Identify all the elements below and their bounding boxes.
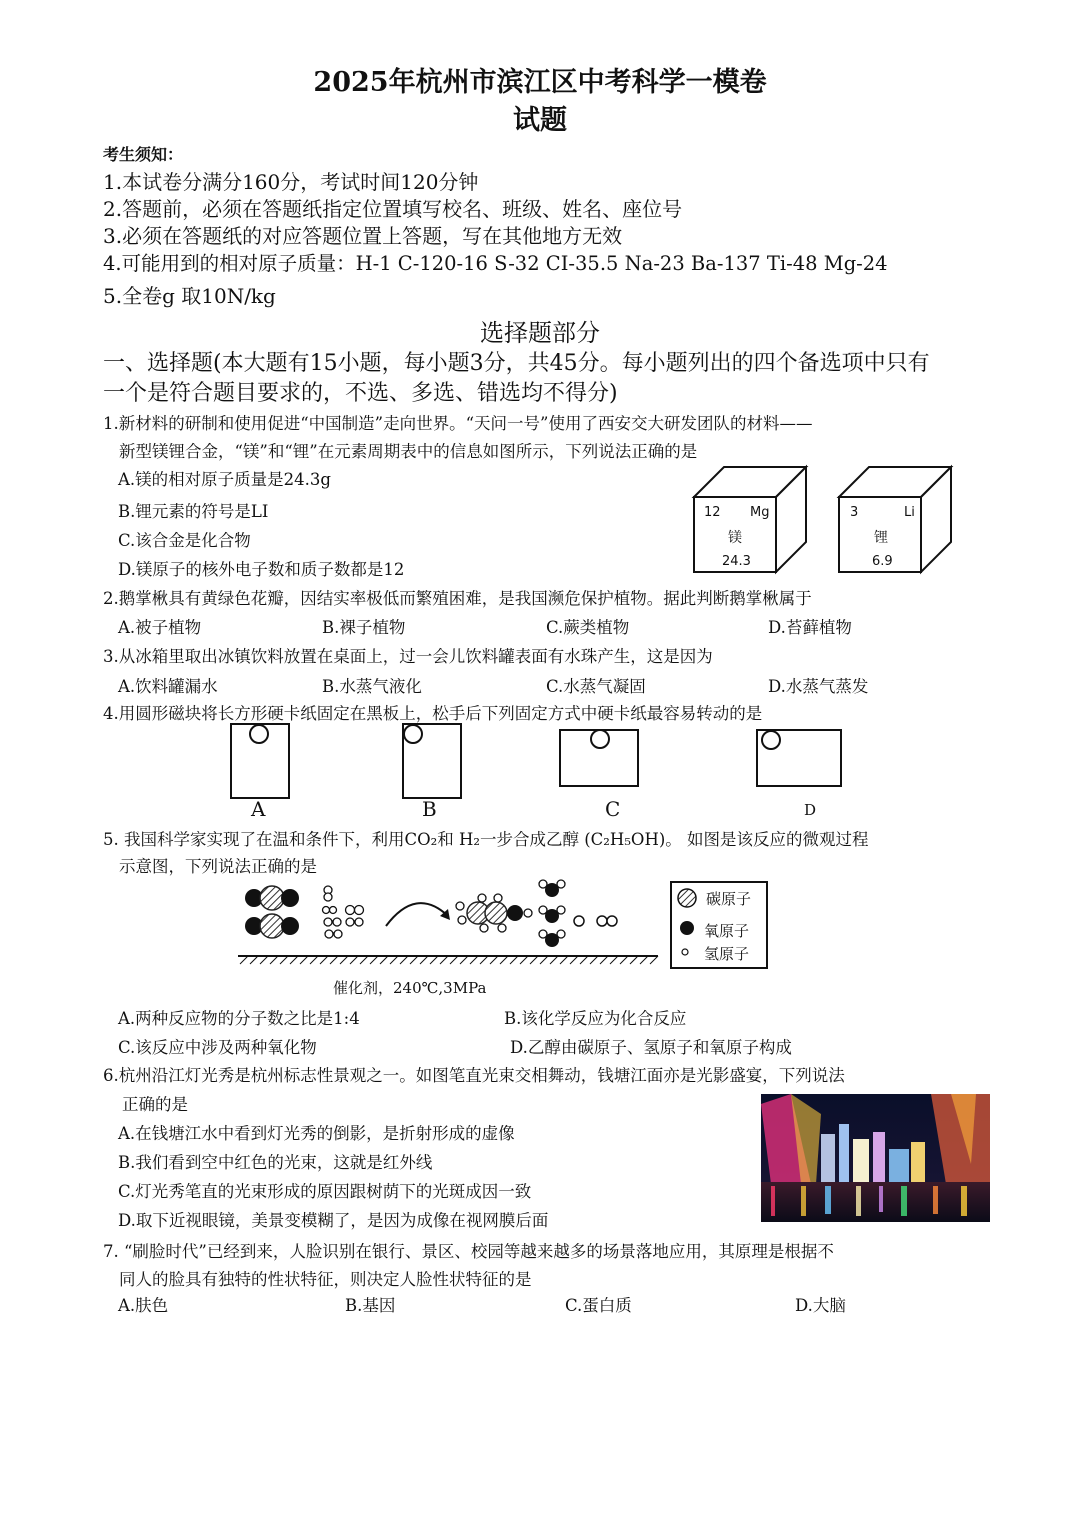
option-b: B.锂元素的符号是LI <box>118 502 269 521</box>
option-d: D.取下近视眼镜，美景变模糊了，是因为成像在视网膜后面 <box>118 1211 549 1230</box>
option-a: A.镁的相对原子质量是24.3g <box>118 470 331 489</box>
notice-item: 5.全卷g 取10N/kg <box>103 284 276 308</box>
option-b: B.水蒸气液化 <box>322 677 422 696</box>
option-b: B.该化学反应为化合反应 <box>504 1009 687 1028</box>
option-c: C.灯光秀笔直的光束形成的原因跟树荫下的光斑成因一致 <box>118 1182 532 1201</box>
notice-heading: 考生须知： <box>103 145 184 164</box>
option-b: B.基因 <box>345 1296 396 1315</box>
legend-hydrogen: 氢原子 <box>704 945 750 963</box>
option-c: C.蕨类植物 <box>546 618 630 637</box>
mg-symbol: Mg <box>750 505 770 520</box>
option-c: C.该反应中涉及两种氧化物 <box>118 1038 317 1057</box>
question-stem: 示意图，下列说法正确的是 <box>119 857 317 876</box>
legend-oxygen: 氧原子 <box>704 922 750 940</box>
question-stem: 6.杭州沿江灯光秀是杭州标志性景观之一。如图笔直光束交相舞动，钱塘江面亦是光影盛宴，下列说法 <box>103 1066 845 1085</box>
section-title: 选择题部分 <box>480 319 600 347</box>
card-option-c-figure <box>556 728 642 790</box>
notice-item: 1.本试卷分满分160分，考试时间120分钟 <box>103 170 479 194</box>
li-atomic-mass: 6.9 <box>872 554 893 569</box>
li-name: 锂 <box>874 530 888 546</box>
card-option-b-figure <box>397 722 467 802</box>
card-label-c: C <box>605 797 621 821</box>
option-a: A.在钱塘江水中看到灯光秀的倒影，是折射形成的虚像 <box>118 1124 515 1143</box>
option-a: A.被子植物 <box>118 618 202 637</box>
light-show-photo <box>761 1094 990 1222</box>
option-a: A.饮料罐漏水 <box>118 677 218 696</box>
option-c: C.水蒸气凝固 <box>546 677 646 696</box>
option-d: D.水蒸气蒸发 <box>768 677 869 696</box>
option-c: C.蛋白质 <box>565 1296 632 1315</box>
option-a: A.两种反应物的分子数之比是1:4 <box>118 1009 360 1028</box>
question-stem: 5. 我国科学家实现了在温和条件下，利用CO₂和 H₂一步合成乙醇 (C₂H₅OH)。 如图是该反应的微观过程 <box>103 830 869 849</box>
mg-atomic-number: 12 <box>704 505 721 520</box>
card-label-d: D <box>804 801 817 819</box>
question-stem: 3.从冰箱里取出冰镇饮料放置在桌面上，过一会儿饮料罐表面有水珠产生，这是因为 <box>103 647 713 666</box>
question-stem: 2.鹅掌楸具有黄绿色花瓣，因结实率极低而繁殖困难，是我国濒危保护植物。据此判断鹅掌楸属于 <box>103 589 812 608</box>
question-stem: 4.用圆形磁块将长方形硬卡纸固定在黑板上，松手后下列固定方式中硬卡纸最容易转动的是 <box>103 704 763 723</box>
page-title: 2025年杭州市滨江区中考科学一模卷 <box>313 67 767 98</box>
notice-item: 2.答题前，必须在答题纸指定位置填写校名、班级、姓名、座位号 <box>103 197 683 221</box>
question-stem: 1.新材料的研制和使用促进“中国制造”走向世界。“天问一号”使用了西安交大研发团队的材料—— <box>103 414 813 433</box>
mg-name: 镁 <box>728 530 742 546</box>
notice-item: 3.必须在答题纸的对应答题位置上答题，写在其他地方无效 <box>103 224 623 248</box>
section-intro: 一、选择题(本大题有15小题，每小题3分，共45分。每小题列出的四个备选项中只有 <box>103 351 930 376</box>
section-intro: 一个是符合题目要求的，不选、多选、错选均不得分) <box>103 381 618 406</box>
card-label-b: B <box>422 797 437 821</box>
option-d: D.乙醇由碳原子、氢原子和氧原子构成 <box>510 1038 792 1057</box>
legend-carbon: 碳原子 <box>706 890 752 908</box>
option-c: C.该合金是化合物 <box>118 531 251 550</box>
card-option-d-figure <box>753 728 845 790</box>
option-a: A.肤色 <box>118 1296 169 1315</box>
option-b: B.裸子植物 <box>322 618 406 637</box>
card-option-a-figure <box>225 722 295 802</box>
legend-symbols <box>676 887 700 959</box>
notice-item: 4.可能用到的相对原子质量：H-1 C-120-16 S-32 CI-35.5 Na-23 Ba-137 Ti-48 Mg-24 <box>103 252 888 275</box>
reaction-condition: 催化剂，240℃,3MPa <box>333 979 487 997</box>
oxygen-atom-icon <box>680 921 694 935</box>
question-stem: 同人的脸具有独特的性状特征，则决定人脸性状特征的是 <box>119 1270 532 1289</box>
li-atomic-number: 3 <box>850 505 859 520</box>
li-symbol: Li <box>904 505 915 520</box>
question-stem: 正确的是 <box>122 1095 188 1114</box>
mg-atomic-mass: 24.3 <box>722 554 751 569</box>
card-label-a: A <box>251 797 266 821</box>
page-subtitle: 试题 <box>513 105 567 136</box>
option-d: D.镁原子的核外电子数和质子数都是12 <box>118 560 405 579</box>
carbon-atom-icon <box>678 889 696 907</box>
option-d: D.大脑 <box>795 1296 846 1315</box>
option-d: D.苔藓植物 <box>768 618 852 637</box>
reaction-diagram <box>236 876 666 966</box>
hydrogen-atom-icon <box>682 949 688 955</box>
question-stem: 7. “刷脸时代”已经到来，人脸识别在银行、景区、校园等越来越多的场景落地应用，其原理是根据不 <box>103 1242 834 1261</box>
option-b: B.我们看到空中红色的光束，这就是红外线 <box>118 1153 433 1172</box>
question-stem: 新型镁锂合金，“镁”和“锂”在元素周期表中的信息如图所示，下列说法正确的是 <box>119 442 698 461</box>
